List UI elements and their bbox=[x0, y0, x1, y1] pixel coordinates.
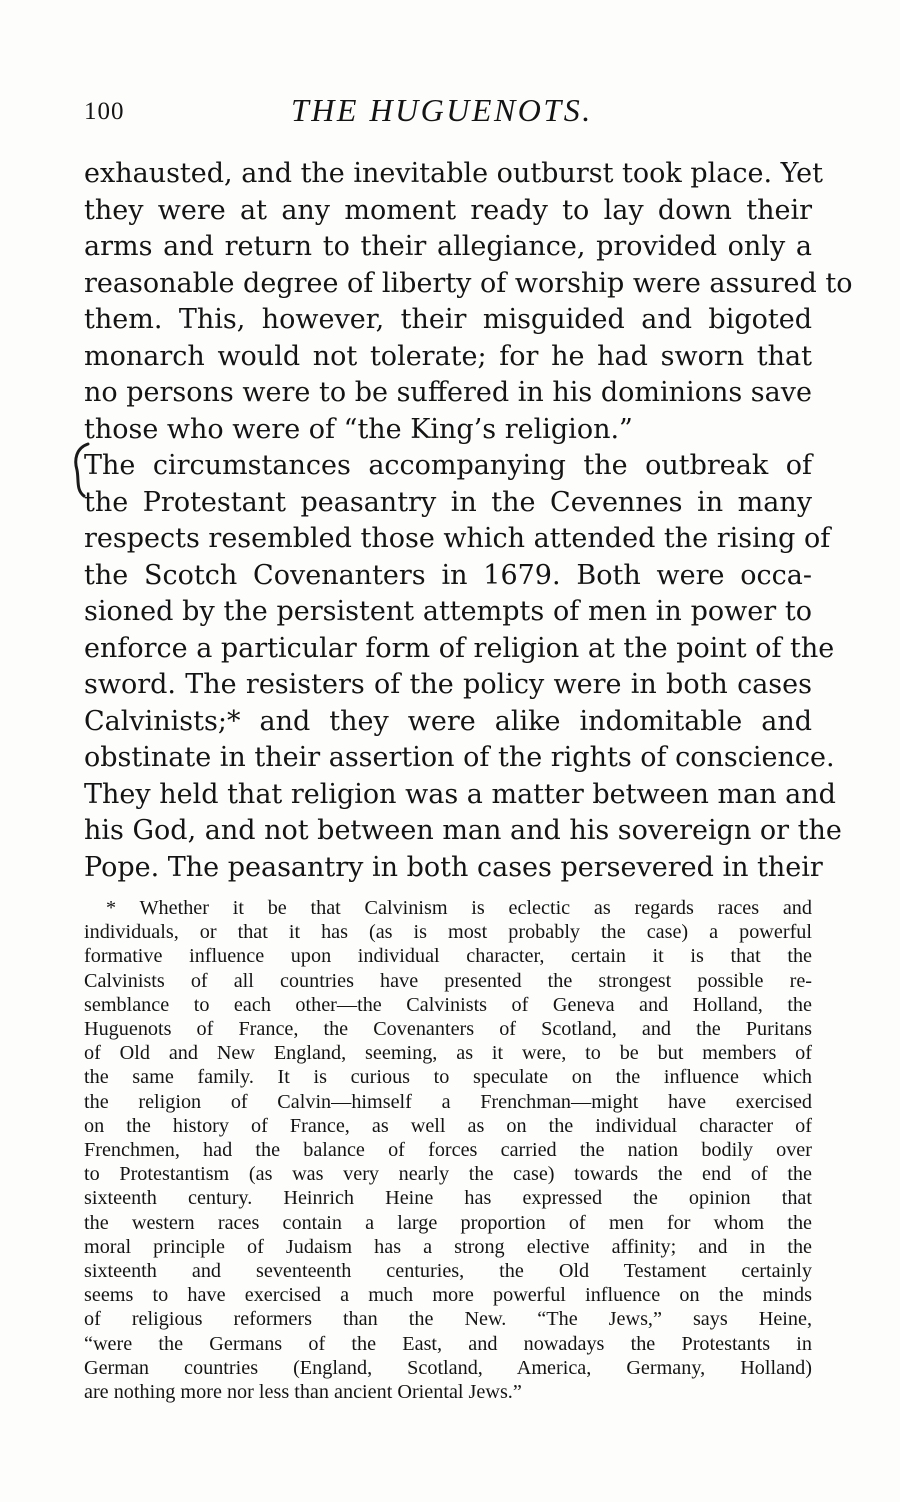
body-line: the Protestant peasantry in the Cevennes in many bbox=[84, 486, 812, 518]
body-line: those who were of “the King’s religion.” bbox=[84, 413, 633, 445]
footnote-line: the religion of Calvin—himself a Frenchman—might have exercised bbox=[84, 1090, 812, 1113]
running-title: THE HUGUENOTS. bbox=[291, 92, 593, 128]
footnote-line: of Old and New England, seeming, as it were, to be but members of bbox=[84, 1042, 812, 1065]
page-number: 100 bbox=[84, 98, 125, 125]
footnote bbox=[84, 896, 812, 1404]
body-line: respects resembled those which attended the rising of bbox=[84, 523, 831, 554]
footnote-line: moral principle of Judaism has a strong elective affinity; and in the bbox=[84, 1235, 812, 1258]
footnote-line: Huguenots of France, the Covenanters of Scotland, and the Puritans bbox=[84, 1018, 812, 1041]
body-line: The circumstances accompanying the outbreak of bbox=[84, 450, 812, 481]
footnote-line: individuals, or that it has (as is most probably the case) a powerful bbox=[84, 921, 812, 944]
body-line: sword. The resisters of the policy were in both cases bbox=[84, 669, 812, 700]
footnote-line: the same family. It is curious to speculate on the influence which bbox=[84, 1066, 812, 1089]
footnote-line: formative influence upon individual character, certain it is that the bbox=[84, 945, 812, 968]
footnote-line: semblance to each other—the Calvinists of Geneva and Holland, the bbox=[84, 993, 812, 1016]
body-line: reasonable degree of liberty of worship were assured to bbox=[84, 267, 853, 299]
footnote-line: * Whether it be that Calvinism is eclectic as regards races and bbox=[106, 897, 812, 919]
footnote-line: the western races contain a large proportion of men for whom the bbox=[84, 1211, 812, 1234]
footnote-line: sixteenth and seventeenth centuries, the Old Testament certainly bbox=[84, 1260, 812, 1283]
footnote-line: on the history of France, as well as on the individual character of bbox=[84, 1114, 812, 1137]
body-line: exhausted, and the inevitable outburst took place. Yet bbox=[84, 158, 823, 189]
body-line: monarch would not tolerate; for he had sworn that bbox=[84, 340, 812, 372]
body-line: them. This, however, their misguided and bigoted bbox=[84, 304, 812, 335]
body-line: his God, and not between man and his sovereign or the bbox=[84, 815, 842, 846]
footnote-line: Frenchmen, had the balance of forces carried the nation bodily over bbox=[84, 1139, 812, 1162]
body-line: arms and return to their allegiance, provided only a bbox=[84, 231, 812, 262]
running-head bbox=[84, 92, 812, 132]
body-line: Pope. The peasantry in both cases persevered in their bbox=[84, 851, 823, 883]
body-text bbox=[84, 156, 853, 886]
body-line: Calvinists;* and they were alike indomitable and bbox=[84, 705, 812, 737]
footnote-line: “were the Germans of the East, and nowadays the Protestants in bbox=[84, 1332, 812, 1355]
body-line: obstinate in their assertion of the rights of conscience. bbox=[84, 742, 835, 773]
footnote-line: Calvinists of all countries have presented the strongest possible re- bbox=[84, 969, 812, 992]
footnote-line: are nothing more nor less than ancient Oriental Jews.” bbox=[84, 1381, 522, 1404]
body-line: they were at any moment ready to lay down their bbox=[84, 194, 812, 226]
body-line: They held that religion was a matter between man and bbox=[84, 778, 836, 810]
footnote-line: seems to have exercised a much more powerful influence on the minds bbox=[84, 1284, 812, 1307]
body-line: no persons were to be suffered in his dominions save bbox=[84, 377, 812, 408]
body-line: enforce a particular form of religion at the point of the bbox=[84, 632, 835, 664]
footnote-line: sixteenth century. Heinrich Heine has expressed the opinion that bbox=[84, 1187, 812, 1210]
body-line: sioned by the persistent attempts of men in power to bbox=[84, 596, 812, 627]
footnote-line: to Protestantism (as was very nearly the case) towards the end of the bbox=[84, 1163, 812, 1186]
footnote-line: German countries (England, Scotland, America, Germany, Holland) bbox=[84, 1356, 812, 1379]
body-line: the Scotch Covenanters in 1679. Both were occa- bbox=[84, 559, 812, 591]
footnote-line: of religious reformers than the New. “The Jews,” says Heine, bbox=[84, 1308, 812, 1331]
